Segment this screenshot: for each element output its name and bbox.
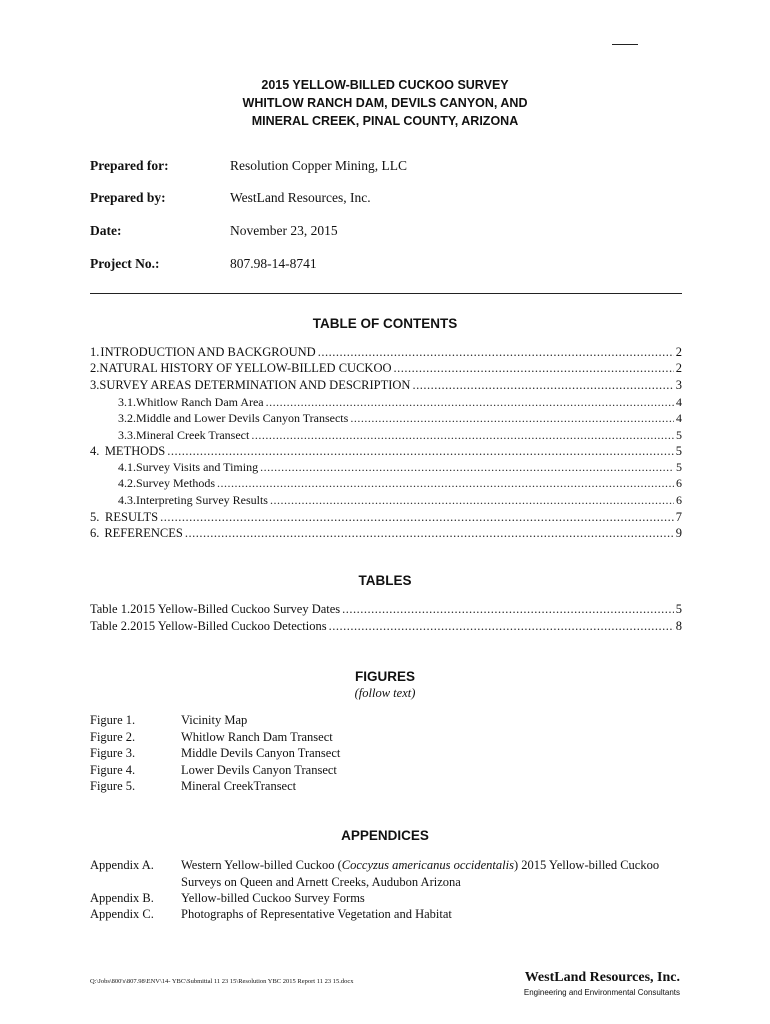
toc-leader <box>160 510 674 525</box>
meta-label: Project No.: <box>90 256 160 271</box>
table-entry[interactable] <box>90 602 682 618</box>
toc-entry[interactable] <box>118 493 682 509</box>
toc-leader <box>318 345 674 360</box>
toc-page: 7 <box>675 510 682 524</box>
title-line-3: MINERAL CREEK, PINAL COUNTY, ARIZONA <box>251 114 519 128</box>
title-line-2: WHITLOW RANCH DAM, DEVILS CANYON, AND <box>242 96 528 110</box>
meta-project-no <box>90 256 680 274</box>
toc-page: 2 <box>675 361 682 375</box>
toc-number: 3. <box>90 378 100 392</box>
meta-date <box>90 223 680 241</box>
table-page: 8 <box>675 619 682 633</box>
toc-leader <box>251 428 674 443</box>
appendix-label-species: Coccyzus americanus occidentalis <box>341 858 514 872</box>
tables-heading: TABLES <box>358 573 412 588</box>
document-title <box>90 76 680 130</box>
toc-label: RESULTS <box>105 510 159 524</box>
meta-label: Date: <box>90 223 122 238</box>
figure-entry <box>90 763 680 780</box>
toc-label: Middle and Lower Devils Canyon Transects <box>136 411 349 425</box>
meta-prepared-for <box>90 158 680 176</box>
appendix-number: Appendix B. <box>90 891 154 905</box>
figures-note: (follow text) <box>354 686 416 700</box>
appendix-number: Appendix C. <box>90 907 154 921</box>
toc-label: REFERENCES <box>104 526 183 540</box>
figure-number: Figure 2. <box>90 730 136 744</box>
table-page: 5 <box>675 602 682 616</box>
meta-prepared-by <box>90 190 680 208</box>
figures-heading: FIGURES <box>354 669 415 684</box>
toc-number: 4.1. <box>118 460 136 474</box>
toc-entry[interactable] <box>90 444 682 460</box>
figure-number: Figure 1. <box>90 713 136 727</box>
toc-page: 3 <box>675 378 682 392</box>
toc-number: 6. <box>90 526 100 540</box>
table-number: Table 2. <box>90 619 131 633</box>
figure-number: Figure 4. <box>90 763 136 777</box>
toc-label: Whitlow Ranch Dam Area <box>136 395 264 409</box>
toc-label: Interpreting Survey Results <box>136 493 268 507</box>
toc-page: 9 <box>675 526 682 540</box>
toc-number: 4. <box>90 444 100 458</box>
toc-label: Mineral Creek Transect <box>136 428 250 442</box>
toc-page: 4 <box>676 395 682 409</box>
toc-label: Survey Visits and Timing <box>136 460 259 474</box>
toc-page: 6 <box>676 493 682 507</box>
toc-number: 2. <box>90 361 100 375</box>
figure-label: Mineral CreekTransect <box>181 779 297 793</box>
appendix-entry <box>90 857 682 890</box>
toc-entry[interactable] <box>118 428 682 444</box>
toc-leader <box>270 493 674 508</box>
section-divider <box>90 293 682 294</box>
toc-number: 4.2. <box>118 476 136 490</box>
appendices-heading: APPENDICES <box>341 828 429 843</box>
toc-leader <box>350 411 674 426</box>
meta-value: Resolution Copper Mining, LLC <box>230 158 407 173</box>
toc-entry[interactable] <box>90 345 682 361</box>
footer-file-path: Q:\Jobs\800's\807.98\ENV\14- YBC\Submittal 11 23 15\Resolution YBC 2015 Report 11 23 15.docx <box>90 978 354 985</box>
appendix-label-post: ) 2015 Yellow-billed Cuckoo Surveys on Queen and Arnett Creeks, Audubon Arizona <box>181 858 660 889</box>
toc-number: 1. <box>90 345 100 359</box>
figure-label: Whitlow Ranch Dam Transect <box>181 730 333 744</box>
toc-page: 5 <box>675 444 682 458</box>
meta-label: Prepared for: <box>90 158 169 173</box>
toc-leader <box>342 602 674 617</box>
toc-number: 3.1. <box>118 395 136 409</box>
appendix-entry <box>90 906 682 923</box>
toc-entry[interactable] <box>90 378 682 394</box>
toc-page: 5 <box>676 460 682 474</box>
figure-entry <box>90 730 680 747</box>
toc-label: NATURAL HISTORY OF YELLOW-BILLED CUCKOO <box>99 361 392 375</box>
footer-company-name: WestLand Resources, Inc. <box>524 970 680 985</box>
table-label: 2015 Yellow-Billed Cuckoo Survey Dates <box>130 602 341 616</box>
figure-label: Lower Devils Canyon Transect <box>181 763 337 777</box>
header-rule <box>612 44 638 45</box>
toc-number: 5. <box>90 510 100 524</box>
appendix-label-pre: Western Yellow-billed Cuckoo ( <box>181 858 342 872</box>
toc-leader <box>167 444 674 459</box>
toc-entry[interactable] <box>118 411 682 427</box>
appendix-label: Yellow-billed Cuckoo Survey Forms <box>181 891 365 905</box>
figure-number: Figure 5. <box>90 779 136 793</box>
title-line-1: 2015 YELLOW-BILLED CUCKOO SURVEY <box>261 78 509 92</box>
toc-leader <box>394 361 674 376</box>
meta-value: November 23, 2015 <box>230 223 338 238</box>
toc-page: 5 <box>676 428 682 442</box>
table-label: 2015 Yellow-Billed Cuckoo Detections <box>130 619 327 633</box>
toc-entry[interactable] <box>90 526 682 542</box>
figure-entry <box>90 746 680 763</box>
meta-value: 807.98-14-8741 <box>230 256 317 271</box>
appendix-number: Appendix A. <box>90 858 154 872</box>
toc-page: 2 <box>675 345 682 359</box>
toc-label: METHODS <box>104 444 166 458</box>
table-entry[interactable] <box>90 619 682 635</box>
figure-entry <box>90 779 680 796</box>
toc-entry[interactable] <box>90 510 682 526</box>
toc-page: 6 <box>676 476 682 490</box>
footer-tagline: Engineering and Environmental Consultants <box>523 988 680 997</box>
figure-number: Figure 3. <box>90 746 136 760</box>
toc-leader <box>260 460 674 475</box>
toc-leader <box>266 395 674 410</box>
toc-leader <box>412 378 673 393</box>
appendix-entry <box>90 890 682 907</box>
figure-label: Vicinity Map <box>181 713 248 727</box>
figure-label: Middle Devils Canyon Transect <box>181 746 341 760</box>
meta-label: Prepared by: <box>90 190 166 205</box>
toc-entry[interactable] <box>118 395 682 411</box>
table-number: Table 1. <box>90 602 131 616</box>
toc-number: 3.3. <box>118 428 136 442</box>
toc-entry[interactable] <box>118 476 682 492</box>
appendix-label: Photographs of Representative Vegetation and Habitat <box>181 907 452 921</box>
toc-number: 4.3. <box>118 493 136 507</box>
toc-entry[interactable] <box>90 361 682 377</box>
toc-entry[interactable] <box>118 460 682 476</box>
toc-leader <box>329 619 674 634</box>
toc-number: 3.2. <box>118 411 136 425</box>
toc-label: Survey Methods <box>136 476 215 490</box>
toc-heading: TABLE OF CONTENTS <box>312 316 458 331</box>
toc-label: SURVEY AREAS DETERMINATION AND DESCRIPTION <box>99 378 411 392</box>
toc-leader <box>185 526 674 541</box>
toc-label: INTRODUCTION AND BACKGROUND <box>100 345 316 359</box>
toc-page: 4 <box>676 411 682 425</box>
appendix-label <box>181 857 682 890</box>
toc-leader <box>217 476 674 491</box>
figure-entry <box>90 713 680 730</box>
meta-value: WestLand Resources, Inc. <box>230 190 371 205</box>
